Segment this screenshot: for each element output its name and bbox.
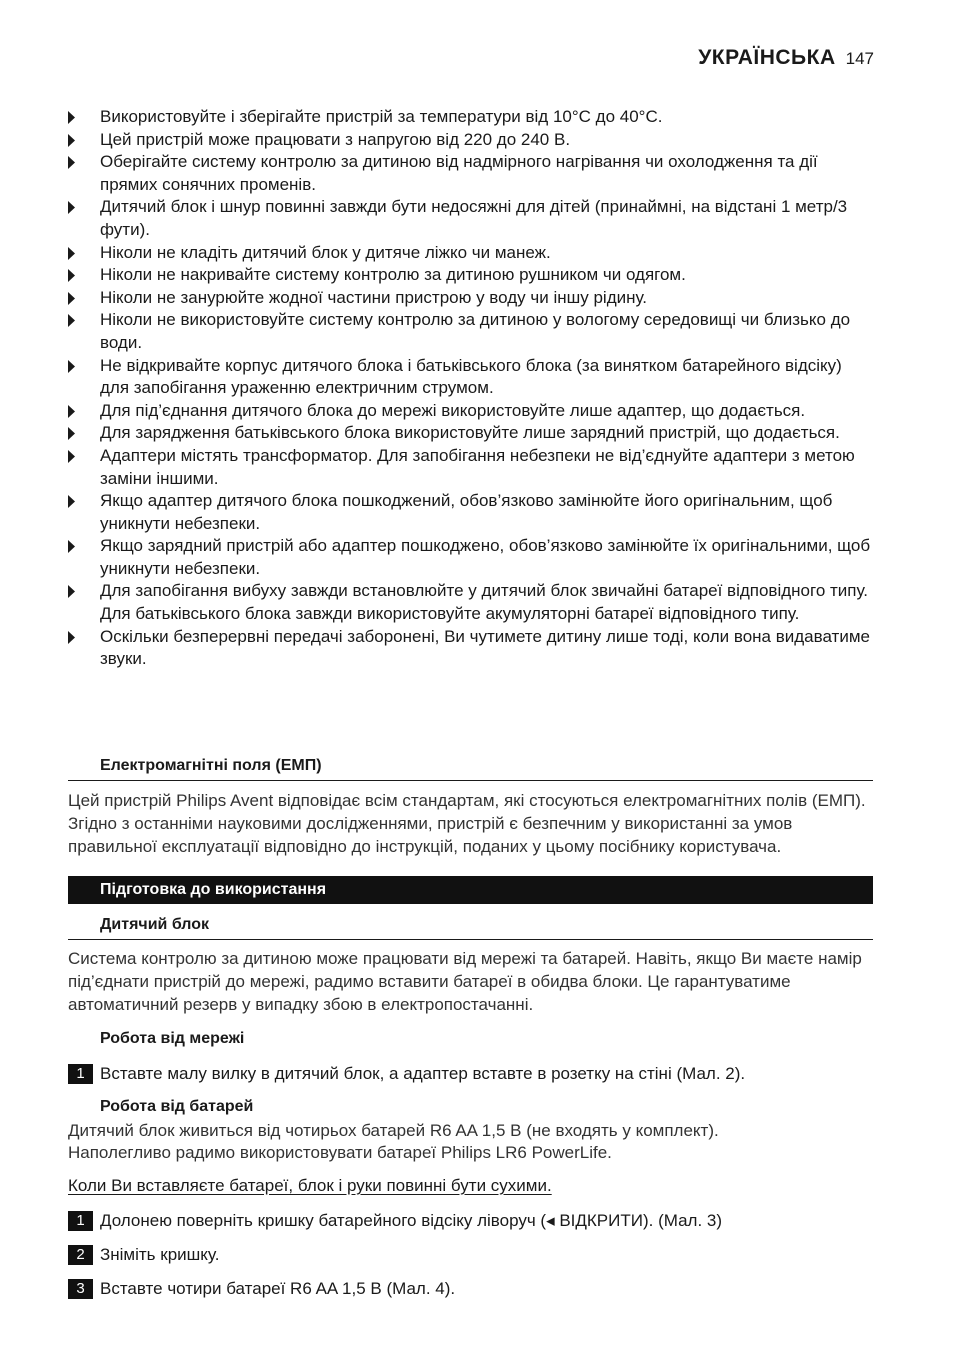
battery-heading: Робота від батарей	[100, 1098, 254, 1115]
bullet-icon	[68, 405, 75, 418]
bullet-text: Для зарядження батьківського блока використовуйте лише зарядний пристрій, що додається.	[100, 423, 840, 443]
mains-heading: Робота від мережі	[100, 1030, 245, 1047]
bullet-text: Ніколи не занурюйте жодної частини пристрою у воду чи іншу рідину.	[100, 287, 648, 307]
step-number: 2	[68, 1245, 93, 1265]
bullet-text: Оберігайте систему контролю за дитиною від надмірного нагрівання чи охолодження та дії прямих сонячних променів.	[100, 152, 818, 194]
page-number: 147	[845, 49, 874, 68]
bullet-text: Для під’єднання дитячого блока до мережі використовуйте лише адаптер, що додається.	[100, 400, 806, 420]
bullet-icon	[68, 495, 75, 508]
emf-divider	[68, 780, 873, 781]
list-item	[68, 151, 874, 196]
list-item	[68, 490, 874, 535]
bullet-text: Ніколи не кладіть дитячий блок у дитяче ліжко чи манеж.	[100, 242, 551, 262]
bullet-icon	[68, 269, 75, 282]
list-item	[68, 264, 874, 287]
safety-bullet-list	[68, 106, 874, 671]
bullet-icon	[68, 585, 75, 598]
emf-heading: Електромагнітні поля (ЕМП)	[100, 757, 322, 774]
step-text: Вставте чотири батареї R6 AA 1,5 В (Мал. 4).	[100, 1279, 456, 1298]
battery-step	[68, 1279, 455, 1299]
bullet-text: Цей пристрій може працювати з напругою від 220 до 240 В.	[100, 129, 571, 149]
list-item	[68, 422, 874, 445]
bullet-text: Ніколи не використовуйте систему контролю за дитиною у вологому середовищі чи близько до води.	[100, 310, 851, 352]
section-title: Підготовка до використання	[100, 881, 327, 898]
battery-note: Коли Ви вставляєте батареї, блок і руки повинні бути сухими.	[68, 1176, 552, 1195]
bullet-text: Дитячий блок і шнур повинні завжди бути недосяжні для дітей (принаймні, на відстані 1 метр/3 фути).	[100, 197, 848, 239]
bullet-text: Використовуйте і зберігайте пристрій за температури від 10°C до 40°C.	[100, 107, 663, 126]
bullet-icon	[68, 450, 75, 463]
battery-step	[68, 1245, 219, 1265]
bullet-icon	[68, 134, 75, 147]
bullet-text: Для запобігання вибуху завжди встановлюйте у дитячий блок звичайні батареї відповідного типу. Для батьківського блока завжди використовуйте акумуляторні батареї відповідного типу.	[100, 581, 869, 624]
bullet-icon	[68, 360, 75, 373]
bullet-icon	[68, 540, 75, 553]
bullet-text: Якщо адаптер дитячого блока пошкоджений, обов’язково замінюйте його оригінальним, щоб уникнути небезпеки.	[100, 491, 833, 533]
list-item	[68, 242, 874, 265]
bullet-icon	[68, 314, 75, 327]
list-item	[68, 400, 874, 423]
list-item	[68, 445, 874, 490]
baby-unit-divider	[68, 939, 873, 940]
list-item	[68, 106, 874, 129]
step-number: 3	[68, 1279, 93, 1299]
list-item	[68, 580, 874, 625]
language-title: УКРАЇНСЬКА	[698, 46, 836, 69]
step-text: Долонею поверніть кришку батарейного відсіку ліворуч (◂ ВІДКРИТИ). (Мал. 3)	[100, 1211, 723, 1230]
list-item	[68, 309, 874, 354]
list-item	[68, 287, 874, 310]
step-text: Вставте малу вилку в дитячий блок, а адаптер вставте в розетку на стіні (Мал. 2).	[100, 1064, 746, 1083]
battery-paragraph-2: Наполегливо радимо використовувати батареї Philips LR6 PowerLife.	[68, 1143, 612, 1162]
bullet-text: Адаптери містять трансформатор. Для запобігання небезпеки не від’єднуйте адаптери з метою заміни іншими.	[100, 445, 855, 488]
bullet-icon	[68, 247, 75, 260]
baby-unit-heading: Дитячий блок	[100, 916, 210, 933]
battery-step	[68, 1211, 722, 1231]
section-bar	[68, 876, 873, 904]
bullet-icon	[68, 427, 75, 440]
list-item	[68, 129, 874, 152]
baby-unit-paragraph: Система контролю за дитиною може працювати від мережі та батарей. Навіть, якщо Ви маєте намір під’єднати пристрій до мережі, радимо вставити батареї в обидва блоки. Це гарантуватиме автоматичний резерв у випадку збою в електропостачанні.	[68, 949, 862, 1014]
step-number: 1	[68, 1211, 93, 1231]
bullet-text: Ніколи не накривайте систему контролю за дитиною рушником чи одягом.	[100, 265, 686, 285]
list-item	[68, 626, 874, 671]
emf-paragraph: Цей пристрій Philips Avent відповідає всім стандартам, які стосуються електромагнітних полів (ЕМП). Згідно з останніми науковими дослідженнями, пристрій є безпечним у використанні за умов правильної експлуатації відповідно до інструкцій, поданих у цьому посібнику користувача.	[68, 791, 866, 856]
bullet-text: Оскільки безперервні передачі заборонені, Ви чутимете дитину лише тоді, коли вона видаватиме звуки.	[100, 626, 870, 669]
bullet-text: Не відкривайте корпус дитячого блока і батьківського блока (за винятком батарейного відсіку) для запобігання ураженню електричним струмом.	[100, 355, 842, 398]
list-item	[68, 196, 874, 241]
step-number: 1	[68, 1064, 93, 1084]
bullet-icon	[68, 111, 75, 124]
mains-step	[68, 1064, 745, 1084]
bullet-icon	[68, 156, 75, 169]
bullet-icon	[68, 201, 75, 214]
list-item	[68, 535, 874, 580]
bullet-icon	[68, 292, 75, 305]
bullet-text: Якщо зарядний пристрій або адаптер пошкоджено, обов’язково замінюйте їх оригінальними, щоб уникнути небезпеки.	[100, 536, 871, 578]
bullet-icon	[68, 631, 75, 644]
list-item	[68, 355, 874, 400]
battery-paragraph-1: Дитячий блок живиться від чотирьох батарей R6 AA 1,5 В (не входять у комплект).	[68, 1121, 719, 1140]
page-header	[698, 46, 874, 70]
step-text: Зніміть кришку.	[100, 1245, 220, 1264]
